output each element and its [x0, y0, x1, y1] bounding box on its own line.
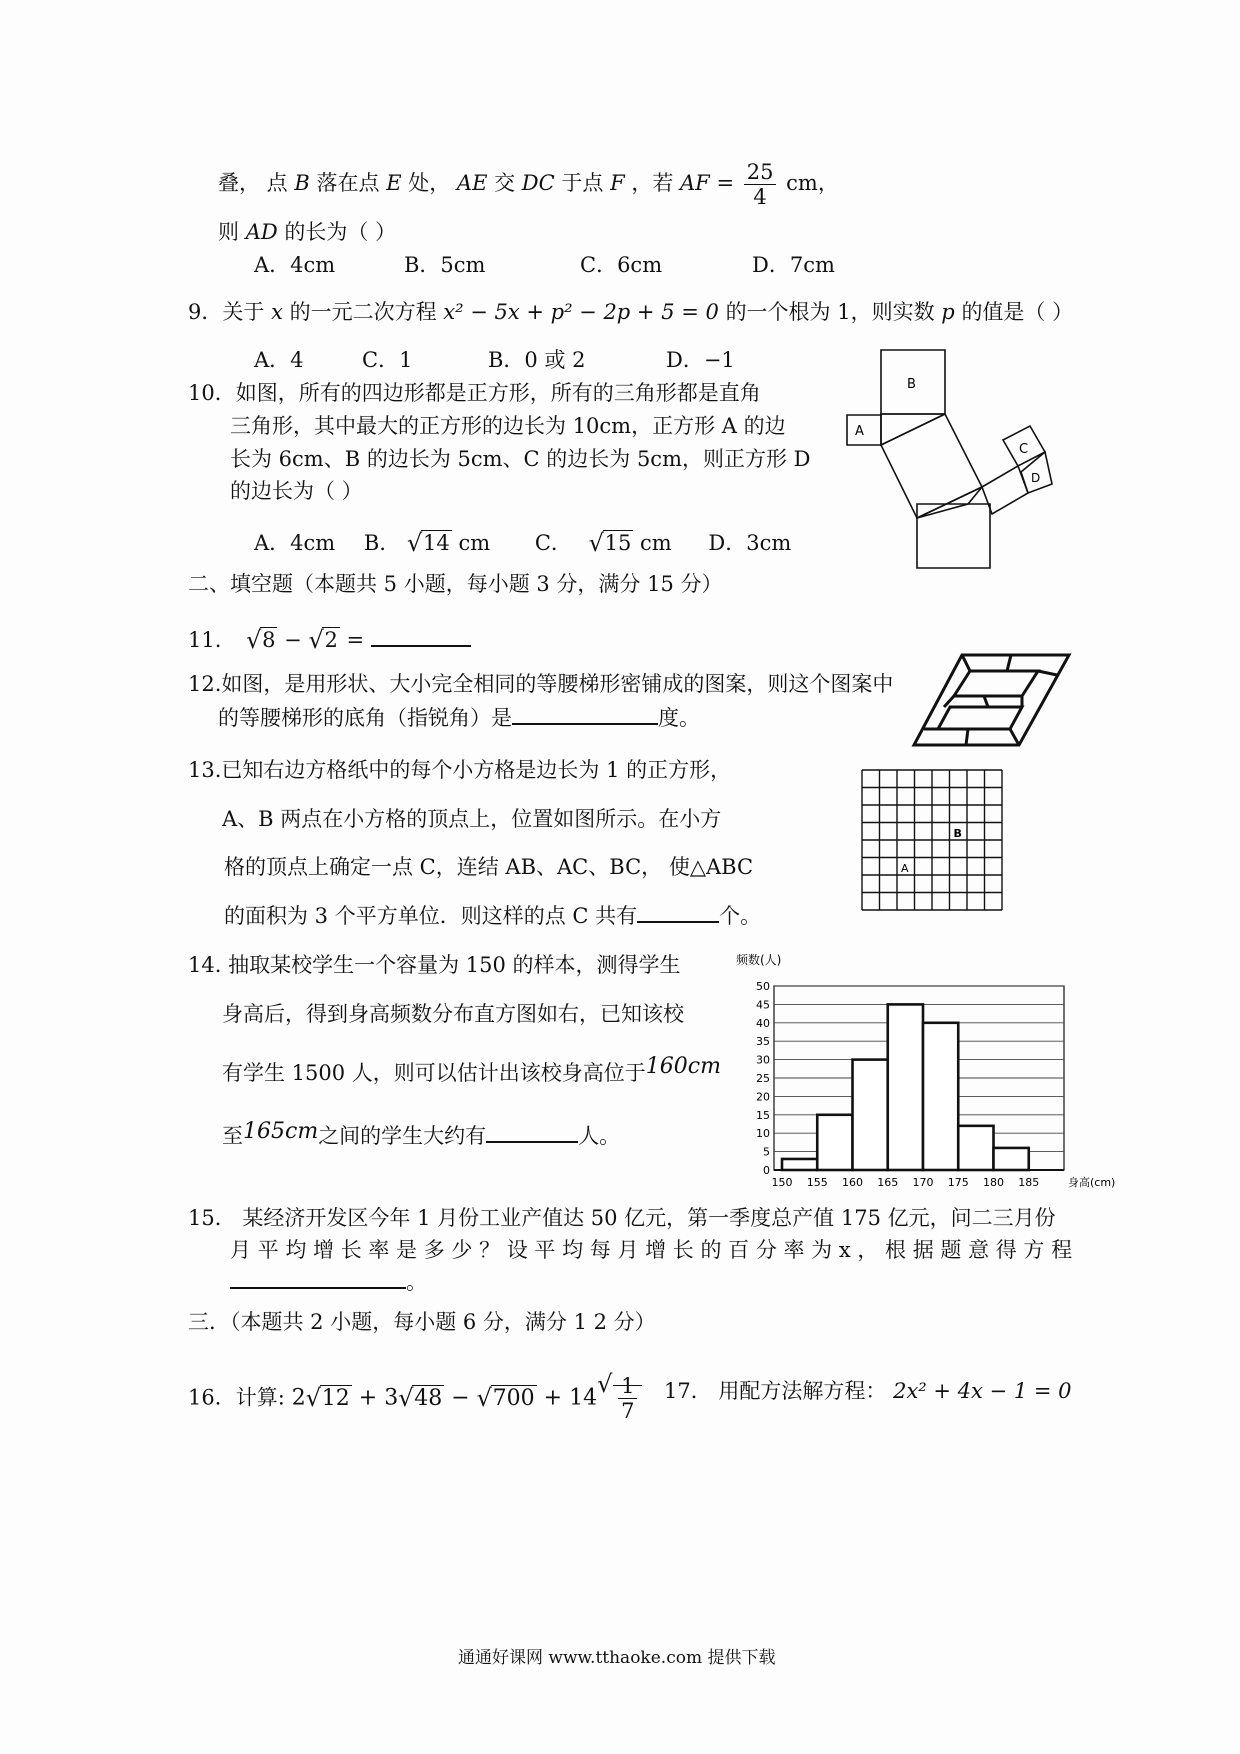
histogram-bar: [923, 1023, 958, 1170]
q16-sqrt-48: [398, 1385, 444, 1411]
q12-text: 的等腰梯形的底角（指锐角）是: [218, 706, 512, 730]
histogram-bar: [817, 1115, 852, 1170]
y-tick-label: 30: [756, 1053, 770, 1067]
y-tick-label: 15: [756, 1108, 770, 1122]
q8-text: 处，: [408, 171, 451, 196]
q8-unit: cm，: [786, 171, 839, 196]
q17-stem: [664, 1381, 1071, 1402]
q8-text: 的长为（ ）: [284, 220, 397, 244]
q9-option-c: C．1: [362, 348, 413, 372]
q16-sqrt-12: [306, 1385, 352, 1411]
q14-line2: 身高后，得到身高频数分布直方图如右，已知该校: [222, 1002, 684, 1026]
q10-unit: cm: [458, 531, 491, 555]
q14-line1: 14. 抽取某校学生一个容量为 150 的样本，测得学生: [188, 953, 681, 977]
q8-text: 叠， 点: [218, 171, 288, 196]
q14-height-160: 160cm: [645, 1054, 721, 1079]
q8-frac-num: 25: [744, 160, 777, 185]
q8-option-d: D．7cm: [752, 253, 835, 277]
q9-stem: [188, 302, 1073, 323]
fig-square-a: [847, 415, 881, 445]
histogram-bar: [888, 1004, 923, 1170]
q12-line2: [218, 708, 700, 729]
q8-option-a: A．4cm: [254, 253, 336, 277]
q8-var-f: F: [610, 171, 625, 196]
x-axis-label: 身高(cm): [1068, 1176, 1116, 1189]
q10-option-d: D．3cm: [708, 531, 792, 555]
q8-var-ae: AE: [456, 171, 488, 196]
y-tick-label: 40: [756, 1016, 770, 1030]
x-tick-label: 155: [806, 1176, 828, 1189]
q8-text: 落在点: [316, 171, 380, 196]
grid-point-a-label: A: [901, 862, 909, 875]
q16-coef: + 14: [543, 1385, 598, 1411]
x-tick-label: 185: [1018, 1176, 1040, 1189]
q14-text: 之间的学生大约有: [318, 1124, 487, 1148]
q13-text: 个。: [719, 904, 762, 928]
x-tick-label: 165: [877, 1176, 899, 1189]
q10-option-a: A．4cm: [254, 531, 336, 555]
q9-text: 的值是（ ）: [961, 300, 1074, 324]
y-tick-label: 35: [756, 1035, 770, 1049]
x-tick-label: 170: [912, 1176, 934, 1189]
q9-text: 的一个根为 1，则实数: [725, 300, 935, 324]
q10-option-b-sqrt: [407, 533, 452, 554]
q11-answer-blank[interactable]: [371, 645, 471, 647]
q16-coef: 2: [291, 1385, 306, 1411]
q9-var-p: p: [941, 300, 955, 324]
q9-text: 的一元二次方程: [289, 300, 437, 324]
q14-line3: [222, 1054, 721, 1085]
x-tick-label: 175: [947, 1176, 969, 1189]
grid-point-b-label: B: [953, 827, 962, 840]
q9-option-a: A．4: [254, 348, 304, 372]
q8-var-af: AF: [680, 171, 710, 196]
y-tick-label: 50: [756, 980, 770, 993]
q8-var-ad: AD: [245, 220, 278, 244]
fig-triangle-main: [917, 487, 982, 518]
q8-text: 于点: [561, 171, 604, 196]
q11-eq: =: [346, 628, 365, 652]
fig-label-d: D: [1031, 471, 1041, 485]
q16-radicand: 48: [414, 1385, 443, 1411]
q13-line1: 13.已知右边方格纸中的每个小方格是边长为 1 的正方形，: [188, 758, 732, 782]
q8-line1: [218, 160, 839, 209]
q10-option-b: B．: [363, 531, 401, 555]
y-tick-label: 0: [763, 1164, 770, 1177]
histogram-bar: [958, 1126, 993, 1170]
section-2-heading: 二、填空题（本题共 5 小题，每小题 3 分，满分 15 分）: [188, 572, 723, 596]
q14-text: 有学生 1500 人，则可以估计出该校身高位于: [222, 1061, 646, 1085]
q16-radicand-frac: [613, 1374, 642, 1424]
q10-line1: 10．如图，所有的四边形都是正方形，所有的三角形都是直角: [188, 381, 761, 405]
q16-sqrt-700: [477, 1385, 537, 1411]
q10-unit: cm: [640, 531, 672, 555]
q16-radicand: 700: [492, 1385, 535, 1411]
q8-text: 则: [218, 220, 239, 244]
q16-stem: [188, 1374, 642, 1423]
q16-radicand: 12: [321, 1385, 350, 1411]
y-tick-label: 10: [756, 1127, 770, 1141]
q13-line2: A、B 两点在小方格的顶点上，位置如图所示。在小方: [222, 807, 722, 831]
q14-text: 至: [222, 1124, 243, 1148]
fig-label-b: B: [907, 377, 916, 392]
q15-answer-blank[interactable]: [230, 1287, 406, 1289]
q11-radicand-2: 2: [324, 628, 338, 652]
q15-line2: 月 平 均 增 长 率 是 多 少 ？ 设 平 均 每 月 增 长 的 百 分 率 为 x ， 根 据 题 意 得 方 程: [230, 1238, 1073, 1262]
q12-trapezoid-tiling: [912, 653, 1070, 747]
q12-answer-blank[interactable]: [512, 723, 658, 725]
q15-line3: [230, 1272, 427, 1293]
q8-text: 交: [494, 171, 516, 196]
q10-options: [254, 533, 791, 554]
q16-frac-den: 7: [621, 1399, 635, 1424]
q11-minus: −: [284, 628, 302, 652]
q10-option-c-sqrt: [589, 533, 634, 554]
q10-option-c: C．: [534, 531, 572, 555]
footer-source: 通通好课网 www.tthaoke.com 提供下载: [458, 1648, 776, 1668]
section-3-heading: 三．（本题共 2 小题，每小题 6 分，满分 1 2 分）: [188, 1310, 656, 1334]
q8-var-dc: DC: [521, 171, 555, 196]
histogram-bar: [853, 1060, 888, 1170]
q9-option-d: D．−1: [666, 348, 735, 372]
q14-height-165: 165cm: [243, 1119, 319, 1144]
fig-label-c: C: [1019, 442, 1029, 457]
q9-var-x: x: [271, 300, 283, 324]
q8-option-c: C．6cm: [580, 253, 663, 277]
q10-option-b-radicand: 14: [423, 531, 450, 555]
q16-minus: −: [451, 1385, 470, 1411]
q14-text: 人。: [578, 1124, 621, 1148]
q16-sqrt-frac: [597, 1374, 642, 1423]
x-tick-label: 180: [983, 1176, 1004, 1189]
fig-label-a: A: [855, 424, 864, 439]
q8-option-b: B．5cm: [404, 253, 486, 277]
histogram-bar: [782, 1159, 817, 1170]
q15-text: 。: [406, 1270, 427, 1294]
q11-number: 11.: [188, 628, 222, 652]
q12-text: 度。: [658, 706, 700, 730]
q14-answer-blank[interactable]: [486, 1141, 578, 1143]
q17-text: 17． 用配方法解方程：: [664, 1379, 887, 1403]
q10-line4: 的边长为（ ）: [230, 479, 363, 503]
q10-line3: 长为 6cm、B 的边长为 5cm、C 的边长为 5cm，则正方形 D: [230, 447, 811, 471]
q13-grid-paper: [860, 768, 1004, 912]
y-tick-label: 5: [763, 1145, 770, 1159]
q14-line4: [222, 1119, 621, 1148]
q8-var-e: E: [386, 171, 402, 196]
q9-text: 9．关于: [188, 300, 265, 324]
x-tick-label: 160: [842, 1176, 863, 1189]
y-tick-label: 25: [756, 1072, 770, 1085]
q8-frac-den: 4: [753, 185, 767, 210]
q9-equation: x² − 5x + p² − 2p + 5 = 0: [443, 300, 719, 324]
fig-square-mid: [881, 414, 982, 518]
histogram-bar: [994, 1148, 1029, 1170]
q8-line2: [218, 222, 396, 243]
q16-frac-num: √ 1: [618, 1374, 637, 1399]
q14-histogram: [734, 946, 1114, 1192]
q10-squares-figure: [845, 345, 1070, 570]
q17-equation: 2x² + 4x − 1 = 0: [893, 1379, 1072, 1403]
q11-sqrt-2: [308, 630, 339, 651]
y-tick-label: 45: [756, 998, 770, 1012]
q9-option-b: B．0 或 2: [488, 348, 586, 372]
q8-eq: =: [716, 171, 735, 196]
q8-text: ，若: [631, 171, 674, 196]
q11-stem: [188, 630, 471, 651]
y-tick-label: 20: [756, 1090, 770, 1104]
q16-text: 16．计算:: [188, 1385, 285, 1410]
q16-fraction: [618, 1374, 637, 1423]
y-axis-label: 频数(人): [736, 953, 782, 967]
fig-square-cd-base: [982, 466, 1028, 514]
q10-option-c-radicand: 15: [604, 531, 632, 555]
q8-var-b: B: [294, 171, 310, 196]
x-tick-label: 150: [771, 1176, 793, 1189]
q11-radicand-1: 8: [262, 628, 276, 652]
q13-line4: [224, 906, 761, 927]
q13-text: 的面积为 3 个平方单位．则这样的点 C 共有: [224, 904, 638, 928]
q15-line1: 15． 某经济开发区今年 1 月份工业产值达 50 亿元，第一季度总产值 175 亿元，问二三月份: [188, 1206, 1056, 1230]
q13-line3: 格的顶点上确定一点 C，连结 AB、AC、BC， 使△ABC: [224, 855, 754, 879]
q16-coef: + 3: [358, 1385, 399, 1411]
q12-line1: 12.如图，是用形状、大小完全相同的等腰梯形密铺成的图案，则这个图案中: [188, 672, 894, 696]
q10-line2: 三角形，其中最大的正方形的边长为 10cm，正方形 A 的边: [230, 414, 786, 438]
q13-answer-blank[interactable]: [637, 921, 719, 923]
q8-fraction: [744, 160, 777, 209]
q11-sqrt-1: [246, 630, 277, 651]
